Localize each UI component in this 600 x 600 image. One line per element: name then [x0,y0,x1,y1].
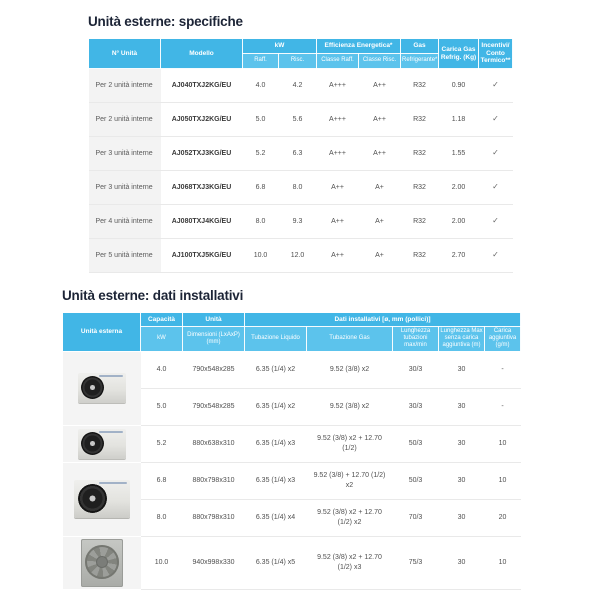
cell-lunghezza-max-senza-carica: 30 [439,425,485,462]
outdoor-unit-photo [74,480,130,518]
cell-lunghezza-tubazioni: 50/3 [393,462,439,499]
cell-modello: AJ080TXJ4KG/EU [161,205,243,239]
cell-n-unita: Per 2 unità interne [89,103,161,137]
header-unita-esterna: Unità esterna [63,313,141,352]
cell-lunghezza-max-senza-carica: 30 [439,536,485,589]
cell-classe-raff: A+++ [317,103,359,137]
cell-tubazione-gas: 9.52 (3/8) x2 + 12.70 (1/2) x3 [307,536,393,589]
cell-gas-refrigerante: R32 [401,205,439,239]
cell-classe-raff: A++ [317,205,359,239]
header-unita: Unità [183,313,245,327]
header-kw-raff: Raff. [243,54,279,69]
incentivo-check-icon: ✓ [479,137,513,171]
cell-modello: AJ068TXJ3KG/EU [161,171,243,205]
cell-tubazione-gas: 9.52 (3/8) + 12.70 (1/2) x2 [307,462,393,499]
header-group-kw: kW [243,39,317,54]
specs-table-body [89,69,513,273]
specs-table-row [89,171,513,205]
cell-tubazione-liquido: 6.35 (1/4) x2 [245,351,307,388]
cell-classe-raff: A++ [317,171,359,205]
cell-capacita: 8.0 [141,499,183,536]
cell-gas-refrigerante: R32 [401,239,439,273]
cell-gas-refrigerante: R32 [401,103,439,137]
install-table-row [63,462,521,499]
outdoor-unit-photo [78,429,126,459]
install-table-body [63,351,521,589]
install-table-header [63,313,521,352]
header-group-dati-installativi: Dati installativi [ø, mm (pollici)] [245,313,521,327]
cell-tubazione-gas: 9.52 (3/8) x2 + 12.70 (1/2) [307,425,393,462]
cell-classe-risc: A++ [359,69,401,103]
cell-classe-risc: A+ [359,171,401,205]
cell-gas-refrigerante: R32 [401,137,439,171]
header-n-unita: N° Unità [89,39,161,69]
cell-kw-raff: 6.8 [243,171,279,205]
install-table-row [63,536,521,589]
cell-modello: AJ052TXJ3KG/EU [161,137,243,171]
specs-table-header [89,39,513,69]
section-specs [88,14,512,273]
cell-dimensioni: 880x798x310 [183,499,245,536]
cell-tubazione-liquido: 6.35 (1/4) x3 [245,425,307,462]
install-table-row [63,351,521,388]
cell-dimensioni: 790x548x285 [183,351,245,388]
cell-classe-risc: A++ [359,137,401,171]
cell-lunghezza-tubazioni: 75/3 [393,536,439,589]
outdoor-unit-photo-cell [63,351,141,425]
cell-classe-raff: A+++ [317,69,359,103]
cell-lunghezza-tubazioni: 70/3 [393,499,439,536]
header-classe-raff: Classe Raff. [317,54,359,69]
cell-kw-raff: 4.0 [243,69,279,103]
cell-dimensioni: 880x638x310 [183,425,245,462]
cell-lunghezza-tubazioni: 50/3 [393,425,439,462]
cell-n-unita: Per 2 unità interne [89,69,161,103]
cell-tubazione-liquido: 6.35 (1/4) x3 [245,462,307,499]
cell-dimensioni: 880x798x310 [183,462,245,499]
cell-dimensioni: 790x548x285 [183,388,245,425]
cell-capacita: 5.2 [141,425,183,462]
cell-gas-refrigerante: R32 [401,69,439,103]
cell-tubazione-gas: 9.52 (3/8) x2 [307,351,393,388]
header-tubazione-gas: Tubazione Gas [307,327,393,352]
cell-modello: AJ040TXJ2KG/EU [161,69,243,103]
cell-capacita: 10.0 [141,536,183,589]
cell-n-unita: Per 3 unità interne [89,137,161,171]
header-group-efficienza: Efficienza Energetica* [317,39,401,54]
cell-carica-gas: 0.90 [439,69,479,103]
cell-lunghezza-tubazioni: 30/3 [393,351,439,388]
cell-kw-raff: 10.0 [243,239,279,273]
section-title-install: Unità esterne: dati installativi [62,288,244,303]
cell-carica-aggiuntiva: 10 [485,425,521,462]
outdoor-unit-photo [81,539,123,587]
specs-table-row [89,205,513,239]
outdoor-unit-photo [78,373,126,403]
cell-tubazione-liquido: 6.35 (1/4) x5 [245,536,307,589]
cell-kw-raff: 5.0 [243,103,279,137]
cell-modello: AJ050TXJ2KG/EU [161,103,243,137]
outdoor-unit-photo-cell [63,536,141,589]
cell-carica-aggiuntiva: 10 [485,536,521,589]
cell-carica-gas: 2.00 [439,205,479,239]
cell-kw-risc: 12.0 [279,239,317,273]
header-refrigerante: Refrigerante* [401,54,439,69]
header-lunghezza-max-senza-carica: Lunghezza Max senza carica aggiuntiva (m) [439,327,485,352]
cell-n-unita: Per 5 unità interne [89,239,161,273]
header-classe-risc: Classe Risc. [359,54,401,69]
section-install [62,288,520,590]
cell-lunghezza-max-senza-carica: 30 [439,499,485,536]
cell-tubazione-gas: 9.52 (3/8) x2 + 12.70 (1/2) x2 [307,499,393,536]
cell-capacita: 4.0 [141,351,183,388]
outdoor-unit-photo-cell [63,425,141,462]
cell-classe-risc: A+ [359,239,401,273]
cell-carica-aggiuntiva: - [485,351,521,388]
header-incentivi: Incentivi/ Conto Termico** [479,39,513,69]
cell-carica-gas: 2.70 [439,239,479,273]
cell-classe-risc: A+ [359,205,401,239]
header-kw-risc: Risc. [279,54,317,69]
incentivo-check-icon: ✓ [479,205,513,239]
cell-carica-aggiuntiva: 10 [485,462,521,499]
incentivo-check-icon: ✓ [479,69,513,103]
section-title-specs: Unità esterne: specifiche [88,14,243,29]
specs-table-row [89,103,513,137]
specs-table-row [89,137,513,171]
header-carica-gas: Carica Gas Refrig. (Kg) [439,39,479,69]
header-capacita-kw: kW [141,327,183,352]
specs-table-row [89,239,513,273]
cell-lunghezza-max-senza-carica: 30 [439,351,485,388]
cell-tubazione-liquido: 6.35 (1/4) x4 [245,499,307,536]
header-lunghezza-tubazioni: Lunghezza tubazioni max/min [393,327,439,352]
cell-modello: AJ100TXJ5KG/EU [161,239,243,273]
cell-carica-aggiuntiva: - [485,388,521,425]
incentivo-check-icon: ✓ [479,239,513,273]
cell-kw-raff: 5.2 [243,137,279,171]
specs-table-row [89,69,513,103]
cell-kw-risc: 5.6 [279,103,317,137]
cell-carica-gas: 1.55 [439,137,479,171]
header-modello: Modello [161,39,243,69]
outdoor-unit-photo-cell [63,462,141,536]
header-capacita: Capacità [141,313,183,327]
specs-table [88,38,513,273]
cell-tubazione-gas: 9.52 (3/8) x2 [307,388,393,425]
cell-gas-refrigerante: R32 [401,171,439,205]
cell-capacita: 5.0 [141,388,183,425]
cell-capacita: 6.8 [141,462,183,499]
cell-lunghezza-max-senza-carica: 30 [439,388,485,425]
cell-kw-risc: 9.3 [279,205,317,239]
cell-carica-aggiuntiva: 20 [485,499,521,536]
cell-carica-gas: 1.18 [439,103,479,137]
cell-tubazione-liquido: 6.35 (1/4) x2 [245,388,307,425]
install-table-row [63,425,521,462]
install-table [62,312,521,590]
cell-lunghezza-max-senza-carica: 30 [439,462,485,499]
cell-kw-risc: 6.3 [279,137,317,171]
cell-kw-raff: 8.0 [243,205,279,239]
cell-carica-gas: 2.00 [439,171,479,205]
header-tubazione-liquido: Tubazione Liquido [245,327,307,352]
cell-n-unita: Per 3 unità interne [89,171,161,205]
cell-classe-risc: A++ [359,103,401,137]
cell-lunghezza-tubazioni: 30/3 [393,388,439,425]
incentivo-check-icon: ✓ [479,171,513,205]
cell-n-unita: Per 4 unità interne [89,205,161,239]
cell-dimensioni: 940x998x330 [183,536,245,589]
cell-classe-raff: A++ [317,239,359,273]
header-carica-aggiuntiva: Carica aggiuntiva (g/m) [485,327,521,352]
header-group-gas: Gas [401,39,439,54]
cell-classe-raff: A+++ [317,137,359,171]
cell-kw-risc: 8.0 [279,171,317,205]
incentivo-check-icon: ✓ [479,103,513,137]
cell-kw-risc: 4.2 [279,69,317,103]
header-dimensioni: Dimensioni (LxAxP) (mm) [183,327,245,352]
